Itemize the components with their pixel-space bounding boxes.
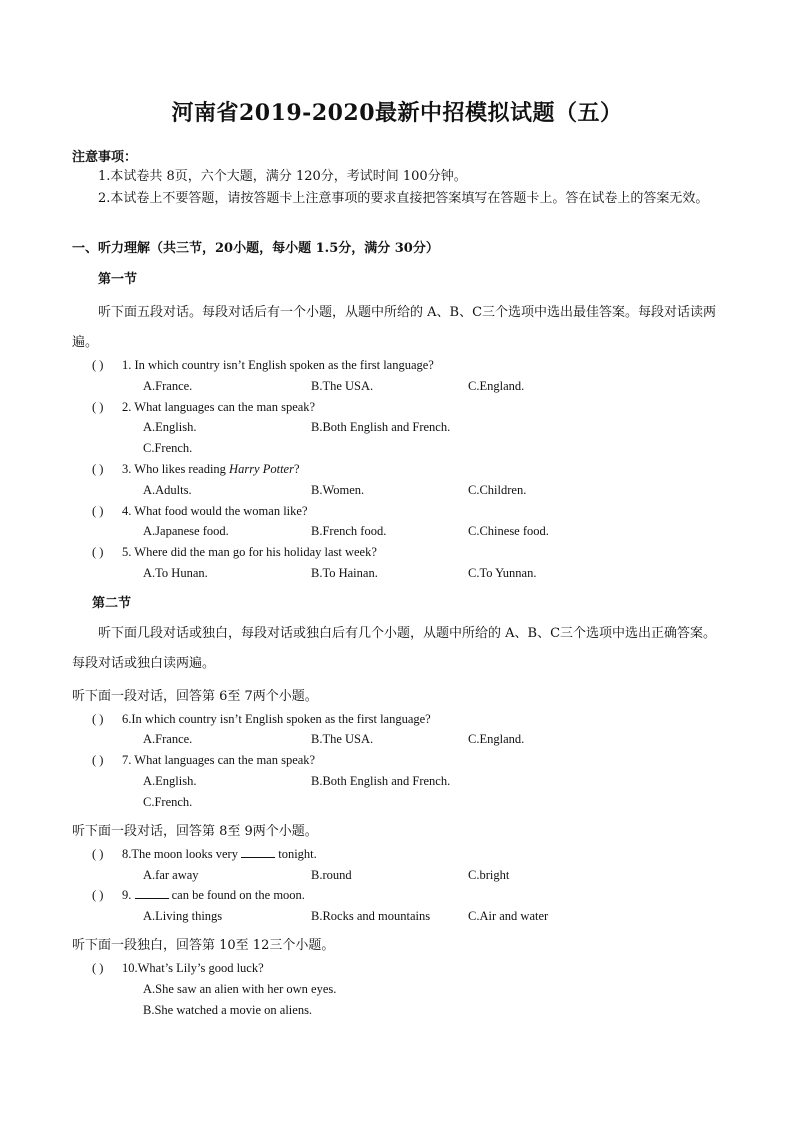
- option-b: B.Both English and French.: [311, 774, 451, 788]
- answer-blank[interactable]: ( ): [92, 847, 104, 861]
- option-c: C.England.: [468, 732, 525, 746]
- question-text-end: can be found on the moon.: [168, 888, 305, 902]
- question-text: 10.What’s Lily’s good luck?: [122, 961, 264, 975]
- option-a: A.She saw an alien with her own eyes.: [143, 982, 337, 996]
- question-text: 6.In which country isn’t English spoken as the first language?: [122, 712, 431, 726]
- answer-blank[interactable]: ( ): [92, 462, 104, 476]
- question-text: 8.The moon looks very: [122, 847, 242, 861]
- option-a: A.English.: [143, 774, 197, 788]
- option-b: B.Both English and French.: [311, 420, 451, 434]
- book-title: Harry Potter: [229, 462, 294, 476]
- group-header-10-12: 听下面一段独白，回答第 10至 12三个小题。: [72, 938, 335, 953]
- option-c: C.Chinese food.: [468, 524, 549, 538]
- answer-blank[interactable]: ( ): [92, 358, 104, 372]
- section-heading-listening: 一、听力理解（共三节，20小题，每小题 1.5分，满分 30分）: [72, 241, 439, 256]
- answer-blank[interactable]: ( ): [92, 504, 104, 518]
- question-1: [92, 358, 434, 373]
- option-c: C.Air and water: [468, 909, 549, 923]
- group-header-6-7: 听下面一段对话，回答第 6至 7两个小题。: [72, 689, 318, 704]
- option-c: C.bright: [468, 868, 510, 882]
- option-c: C.French.: [143, 795, 193, 809]
- option-c: C.French.: [143, 441, 193, 455]
- question-text: 4. What food would the woman like?: [122, 504, 308, 518]
- answer-blank[interactable]: ( ): [92, 753, 104, 767]
- notice-item-1: 1.本试卷共 8页，六个大题，满分 120分，考试时间 100分钟。: [98, 169, 467, 184]
- option-b: B.French food.: [311, 524, 387, 538]
- answer-blank[interactable]: ( ): [92, 400, 104, 414]
- option-b: B.The USA.: [311, 732, 374, 746]
- option-a: A.To Hunan.: [143, 566, 208, 580]
- answer-blank[interactable]: ( ): [92, 888, 104, 902]
- option-b: B.Rocks and mountains: [311, 909, 431, 923]
- option-b: B.round: [311, 868, 352, 882]
- option-c: C.England.: [468, 379, 525, 393]
- question-6: [92, 712, 431, 727]
- question-7: [92, 753, 315, 768]
- option-a: A.France.: [143, 379, 193, 393]
- group-header-8-9: 听下面一段对话，回答第 8至 9两个小题。: [72, 824, 318, 839]
- page-title: 河南省2019-2020最新中招模拟试题（五）: [171, 100, 623, 126]
- question-text-end: ?: [293, 462, 300, 476]
- part1-heading: 第一节: [98, 272, 138, 287]
- option-a: A.English.: [143, 420, 197, 434]
- option-a: A.Japanese food.: [143, 524, 229, 538]
- question-8: [92, 847, 317, 862]
- option-c: C.To Yunnan.: [468, 566, 537, 580]
- question-text: 3. Who likes reading: [122, 462, 230, 476]
- question-9: [92, 888, 305, 903]
- answer-blank[interactable]: ( ): [92, 712, 104, 726]
- question-text: 7. What languages can the man speak?: [122, 753, 316, 767]
- question-text: 9.: [122, 888, 135, 902]
- option-b: B.Women.: [311, 483, 365, 497]
- option-a: A.Living things: [143, 909, 223, 923]
- option-a: A.far away: [143, 868, 199, 882]
- question-3: [92, 462, 300, 477]
- question-text: 5. Where did the man go for his holiday last week?: [122, 545, 377, 559]
- option-b: B.She watched a movie on aliens.: [143, 1003, 313, 1017]
- option-a: A.France.: [143, 732, 193, 746]
- option-b: B.To Hainan.: [311, 566, 378, 580]
- notice-heading: 注意事项：: [72, 150, 138, 165]
- question-2: [92, 400, 315, 415]
- part2-instruction: 听下面几段对话或独白，每段对话或独白后有几个小题，从题中所给的 A、B、C三个选项中选出正确答案。每段对话或独白读两遍。: [72, 626, 717, 671]
- question-text: 1. In which country isn’t English spoken as the first language?: [122, 358, 434, 372]
- question-10: [92, 961, 264, 976]
- question-text-end: tonight.: [275, 847, 317, 861]
- question-4: [92, 504, 308, 519]
- question-text: 2. What languages can the man speak?: [122, 400, 316, 414]
- part1-instruction: 听下面五段对话。每段对话后有一个小题，从题中所给的 A、B、C三个选项中选出最佳答案。每段对话读两遍。: [72, 305, 717, 350]
- fill-blank: [241, 847, 275, 858]
- notice-item-2: 2.本试卷上不要答题，请按答题卡上注意事项的要求直接把答案填写在答题卡上。答在试卷上的答案无效。: [98, 191, 709, 206]
- answer-blank[interactable]: ( ): [92, 545, 104, 559]
- fill-blank: [135, 888, 169, 899]
- option-c: C.Children.: [468, 483, 527, 497]
- option-b: B.The USA.: [311, 379, 374, 393]
- option-a: A.Adults.: [143, 483, 192, 497]
- part2-heading: 第二节: [92, 596, 132, 611]
- answer-blank[interactable]: ( ): [92, 961, 104, 975]
- question-5: [92, 545, 377, 560]
